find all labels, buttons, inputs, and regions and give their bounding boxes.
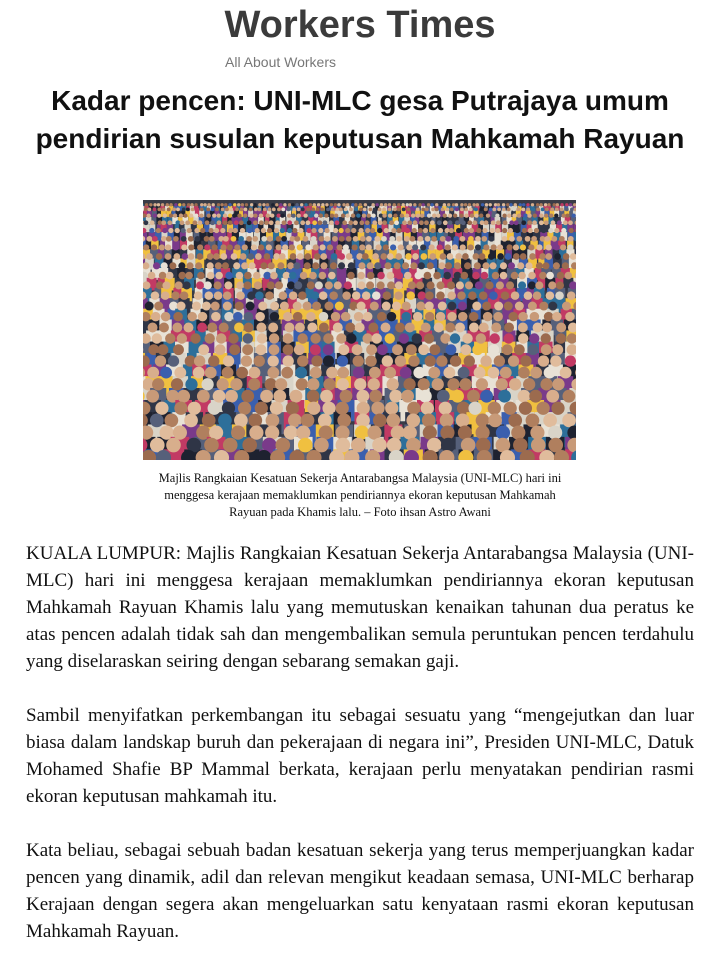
article-paragraph: KUALA LUMPUR: Majlis Rangkaian Kesatuan Sekerja Antarabangsa Malaysia (UNI-MLC) hari ini menggesa kerajaan memaklumkan pendiriannya ekoran keputusan Mahkamah Rayuan Khamis lalu yang memutuskan kenaikan tahunan dua peratus ke atas pencen adalah tidak sah dan mengembalikan semula peruntukan pencen terdahulu yang diselaraskan seiring dengan sebarang semakan gaji. bbox=[26, 540, 694, 675]
article-paragraph: Kata beliau, sebagai sebuah badan kesatuan sekerja yang terus memperjuangkan kadar pencen yang dinamik, adil dan relevan mengikut keadaan semasa, UNI-MLC berharap Kerajaan dengan segera akan mengeluarkan satu kenyataan rasmi ekoran keputusan Mahkamah Rayuan. bbox=[26, 837, 694, 945]
photo-caption: Majlis Rangkaian Kesatuan Sekerja Antarabangsa Malaysia (UNI-MLC) hari ini menggesa kerajaan memaklumkan pendiriannya ekoran keputusan Mahkamah Rayuan pada Khamis lalu. – Foto ihsan Astro Awani bbox=[150, 470, 570, 521]
site-tagline: All About Workers bbox=[225, 54, 336, 70]
article-body bbox=[26, 540, 694, 972]
site-title[interactable]: Workers Times bbox=[0, 2, 720, 48]
crowd-illustration bbox=[143, 200, 576, 460]
article-paragraph: Sambil menyifatkan perkembangan itu sebagai sesuatu yang “mengejutkan dan luar biasa dalam landskap buruh dan pekerajaan di negara ini”, Presiden UNI-MLC, Datuk Mohamed Shafie BP Mammal berkata, kerajaan perlu menyatakan pendirian rasmi ekoran keputusan mahkamah itu. bbox=[26, 702, 694, 810]
article-photo bbox=[143, 200, 576, 460]
article-headline: Kadar pencen: UNI-MLC gesa Putrajaya umum pendirian susulan keputusan Mahkamah Rayuan bbox=[30, 82, 690, 158]
